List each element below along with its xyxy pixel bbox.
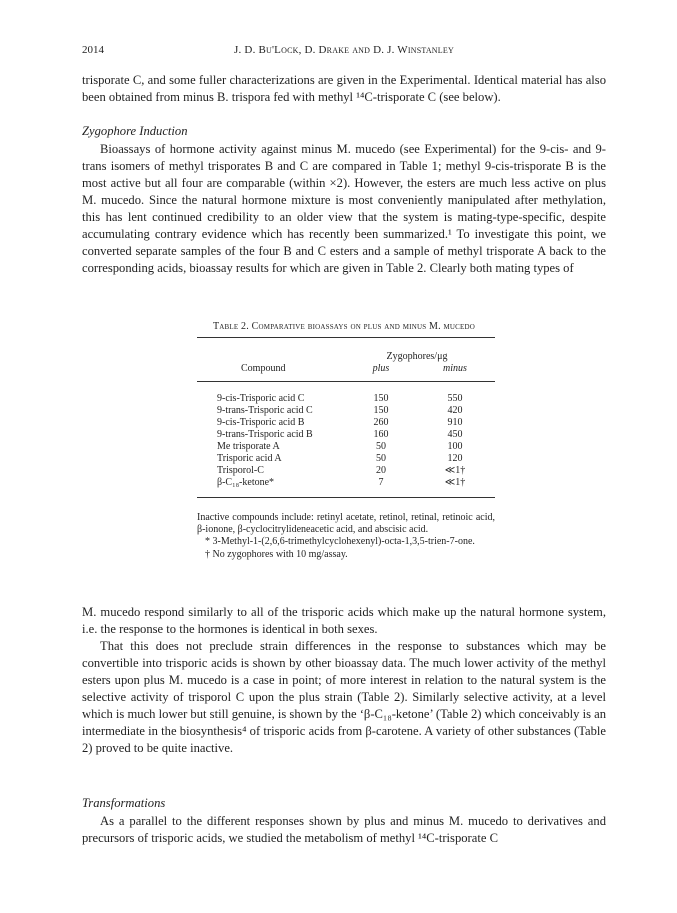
section-transformations (82, 796, 606, 847)
table-row (197, 453, 495, 465)
cell-compound: Me trisporate A (217, 441, 280, 452)
cell-compound: 9-cis-Trisporic acid B (217, 417, 305, 428)
table-top-rule (197, 337, 495, 338)
cell-minus: ≪1† (444, 465, 466, 476)
cell-compound: β-C₁₈-ketone* (217, 477, 275, 488)
table-row (197, 393, 495, 405)
page-number: 2014 (82, 44, 104, 56)
post-table-text (82, 604, 606, 757)
page-header (82, 44, 606, 60)
intro-paragraph: trisporate C, and some fuller characterizations are given in the Experimental. Identical material has also been obtained from minus B. trispora fed with methyl ¹⁴C-trisporate C (see below). (82, 73, 606, 104)
cell-minus: 120 (447, 453, 463, 464)
section-heading-transformations: Transformations (82, 796, 166, 810)
cell-plus: 160 (373, 429, 389, 440)
section-heading-zygophore: Zygophore Induction (82, 124, 188, 138)
cell-compound: 9-cis-Trisporic acid C (217, 393, 305, 404)
column-header-minus: minus (443, 363, 467, 374)
cell-plus: 260 (373, 417, 389, 428)
paragraph-after-table-1: M. mucedo respond similarly to all of the trisporic acids which make up the natural hormone system, i.e. the response to the hormones is identical in both sexes. (82, 605, 606, 636)
column-header-compound: Compound (241, 363, 286, 374)
cell-minus: 450 (447, 429, 463, 440)
table-row (197, 477, 495, 489)
zygophore-paragraph: Bioassays of hormone activity against minus M. mucedo (see Experimental) for the 9-cis- and 9-trans isomers of methyl trisporates B and C are compared in Table 1; methyl 9-cis-trisporate B is the most active but all four are comparable (within ×2). However, the esters are much less active on plus M. mucedo. Since the natural hormone mixture is most conveniently manipulated after methylation, this has lent continued credibility to an older view that the system is mating-type-specific, despite accumulating contrary evidence which has recently been summarized.¹ To investigate this point, we converted separate samples of the four B and C esters and a sample of methyl trisporate A back to the corresponding acids, bioassay results for which are given in Table 2. Clearly both mating types of (82, 142, 606, 275)
table-2-footnotes (197, 512, 495, 561)
cell-compound: 9-trans-Trisporic acid B (217, 429, 313, 440)
cell-compound: 9-trans-Trisporic acid C (217, 405, 313, 416)
table-header-rule (197, 381, 495, 382)
footnote-dagger: † No zygophores with 10 mg/assay. (205, 548, 348, 560)
cell-plus: 50 (376, 441, 386, 452)
table-row (197, 417, 495, 429)
cell-compound: Trisporol-C (217, 465, 264, 476)
footnote-star: * 3-Methyl-1-(2,6,6-trimethylcyclohexenyl)-octa-1,3,5-trien-7-one. (205, 536, 475, 548)
paragraph-after-table-2: That this does not preclude strain differences in the response to substances which may be convertible into trisporic acids is shown by other bioassay data. The much lower activity of the methyl esters upon plus M. mucedo is a case in point; of more interest in relation to the natural system is the selective activity of trisporol C upon the plus strain (Table 2). Similarly selective activity, at a level which is much lower but still genuine, is shown by the ‘β-C₁₈-ketone’ (Table 2) which conceivably is an intermediate in the biosynthesis⁴ of trisporic acids from β-carotene. A variety of other substances (Table 2) proved to be quite inactive. (82, 639, 606, 755)
column-header-plus: plus (372, 363, 390, 374)
cell-minus: 910 (447, 417, 463, 428)
table-row (197, 429, 495, 441)
running-head: J. D. Bu'Lock, D. Drake and D. J. Winstanley (234, 44, 454, 56)
cell-plus: 20 (376, 465, 386, 476)
cell-minus: ≪1† (444, 477, 466, 488)
section-zygophore (82, 124, 606, 277)
cell-plus: 50 (376, 453, 386, 464)
cell-compound: Trisporic acid A (217, 453, 282, 464)
cell-plus: 150 (373, 405, 389, 416)
intro-paragraph-block (82, 72, 606, 106)
cell-minus: 420 (447, 405, 463, 416)
table-bottom-rule (197, 497, 495, 498)
table-row (197, 441, 495, 453)
cell-plus: 7 (378, 477, 384, 488)
table-2-caption: Table 2. Comparative bioassays on plus and minus M. mucedo (212, 321, 476, 332)
table-row (197, 405, 495, 417)
footnote-inactive: Inactive compounds include: retinyl acetate, retinol, retinal, retinoic acid, β-ionone, β-cyclocitrylideneacetic acid, and abscisic acid. (197, 512, 495, 536)
cell-minus: 100 (447, 441, 463, 452)
cell-minus: 550 (447, 393, 463, 404)
transformations-paragraph: As a parallel to the different responses shown by plus and minus M. mucedo to derivatives and precursors of trisporic acids, we studied the metabolism of methyl ¹⁴C-trisporate C (82, 814, 606, 845)
column-group-header: Zygophores/μg (386, 351, 448, 362)
cell-plus: 150 (373, 393, 389, 404)
table-row (197, 465, 495, 477)
